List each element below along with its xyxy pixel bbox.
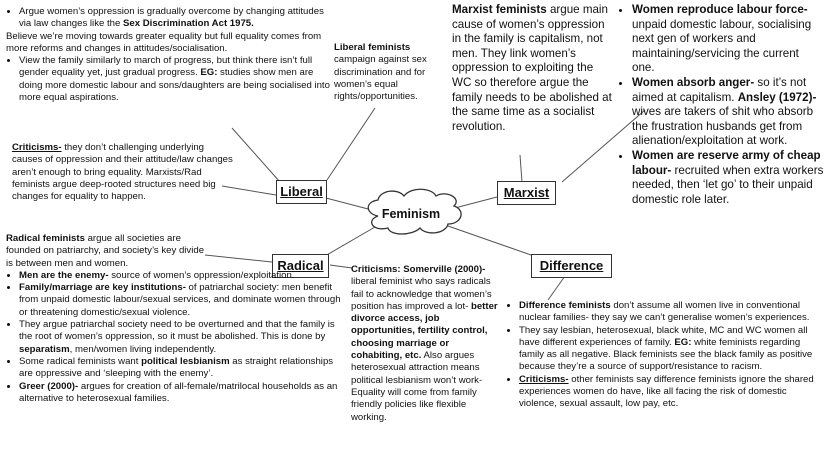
node-marxist: Marxist — [497, 181, 556, 205]
radical-point-5: • Greer (2000)- argues for creation of all-female/matrilocal households as an alternative to heterosexual families. — [19, 381, 342, 406]
liberal-bullet-1: • Argue women’s oppression is gradually overcome by changing attitudes via law changes like the Sex Discrimination Act 1975. — [19, 6, 334, 31]
liberal-top-text — [6, 6, 334, 104]
connector-marxist-center — [451, 197, 497, 209]
radical-point-4: • Some radical feminists want political lesbianism as straight relationships are oppressive and ‘sleeping with the enemy’. — [19, 356, 342, 381]
marxist-point-2: • Women absorb anger- so it’s not aimed at capitalism. Ansley (1972)- wives are takers of shit who absorb the frustration husbands get from alienation/exploitation at work. — [632, 76, 824, 149]
marxist-points — [618, 3, 824, 207]
liberal-line-2: Believe we’re moving towards greater equality but full equality comes from more reforms and changes in attitudes/socialisation. — [6, 30, 322, 54]
node-difference: Difference — [531, 254, 612, 278]
difference-point-2: • They say lesbian, heterosexual, black white, MC and WC women all have different experiences of family. EG: white feminists regarding family as all negative. Black feminists see the black family as positive because they’re a source of support/resistance to racism. — [519, 325, 824, 374]
radical-point-1: • Men are the enemy- source of women’s oppression/exploitation. — [19, 270, 342, 282]
marxist-point-1: • Women reproduce labour force- unpaid domestic labour, socialising next gen of workers and maintaining/servicing the current one. — [632, 3, 824, 76]
liberal-bullet-2: • View the family similarly to march of progress, but think there isn’t full gender equality yet, just gradual progress. EG: studies show men are doing more domestic labour and sons/daughters are being socialised into more equal aspirations. — [19, 55, 334, 104]
connector-difference-center — [448, 226, 531, 255]
marxist-feminists-text: Marxist feminists argue main cause of women’s oppression in the family is capitalism, not men. They link women’s oppression to exploiting the WC so therefore argue the family needs to be abolished at the same time as a socialist revolution. — [452, 3, 612, 133]
node-liberal: Liberal — [276, 180, 327, 204]
node-radical: Radical — [272, 254, 329, 278]
connector-liberal-top — [232, 128, 280, 182]
difference-point-1: • Difference feminists don’t assume all women live in conventional nuclear families- they say we can’t generalise women’s experiences. — [519, 300, 824, 325]
radical-feminists-text — [6, 233, 342, 405]
marxist-point-3: • Women are reserve army of cheap labour- recruited when extra workers needed, then ‘let go’ to their unpaid domestic role later. — [632, 149, 824, 207]
center-label: Feminism — [381, 207, 441, 221]
connector-difference-text — [548, 276, 565, 300]
connector-liberal-note — [327, 108, 375, 180]
liberal-criticisms: Criticisms- they don’t challenging underlying causes of oppression and their attitude/law changes aren’t enough to bring equality. Marxists/Rad feminists argue deep-rooted structures need big changes for equality to happen. — [12, 142, 233, 203]
radical-intro: Radical feminists argue all societies are founded on patriarchy, and society’s key divide is between men and women. — [6, 233, 205, 269]
radical-criticisms: Criticisms: Somerville (2000)- liberal feminist who says radicals fail to acknowledge that women’s position has improved a lot- better divorce access, job opportunities, fertility control, choosing marriage or cohabiting, etc. Also argues heterosexual attraction means political lesbianism won’t work- Equality will come from family friendly policies like flexible working. — [351, 264, 498, 423]
radical-point-2: • Family/marriage are key institutions- of patriarchal society: men benefit from unpaid domestic labour/sexual services, and dominate women through or threatening domestic/sexual violence. — [19, 282, 342, 319]
difference-feminists-text — [506, 300, 824, 411]
difference-point-3: • Criticisms- other feminists say difference feminists ignore the shared experiences women do have, like all facing the risk of domestic violence, sexual assault, low pay, etc. — [519, 374, 824, 411]
liberal-feminists-note: Liberal feminists campaign against sex discrimination and for women’s equal rights/opportunities. — [334, 42, 427, 103]
connector-marxist-text — [520, 155, 522, 182]
radical-point-3: • They argue patriarchal society need to be overturned and that the family is the root of women’s oppression, so it must be abolished. This is done by separatism, men/women living independently. — [19, 319, 342, 356]
